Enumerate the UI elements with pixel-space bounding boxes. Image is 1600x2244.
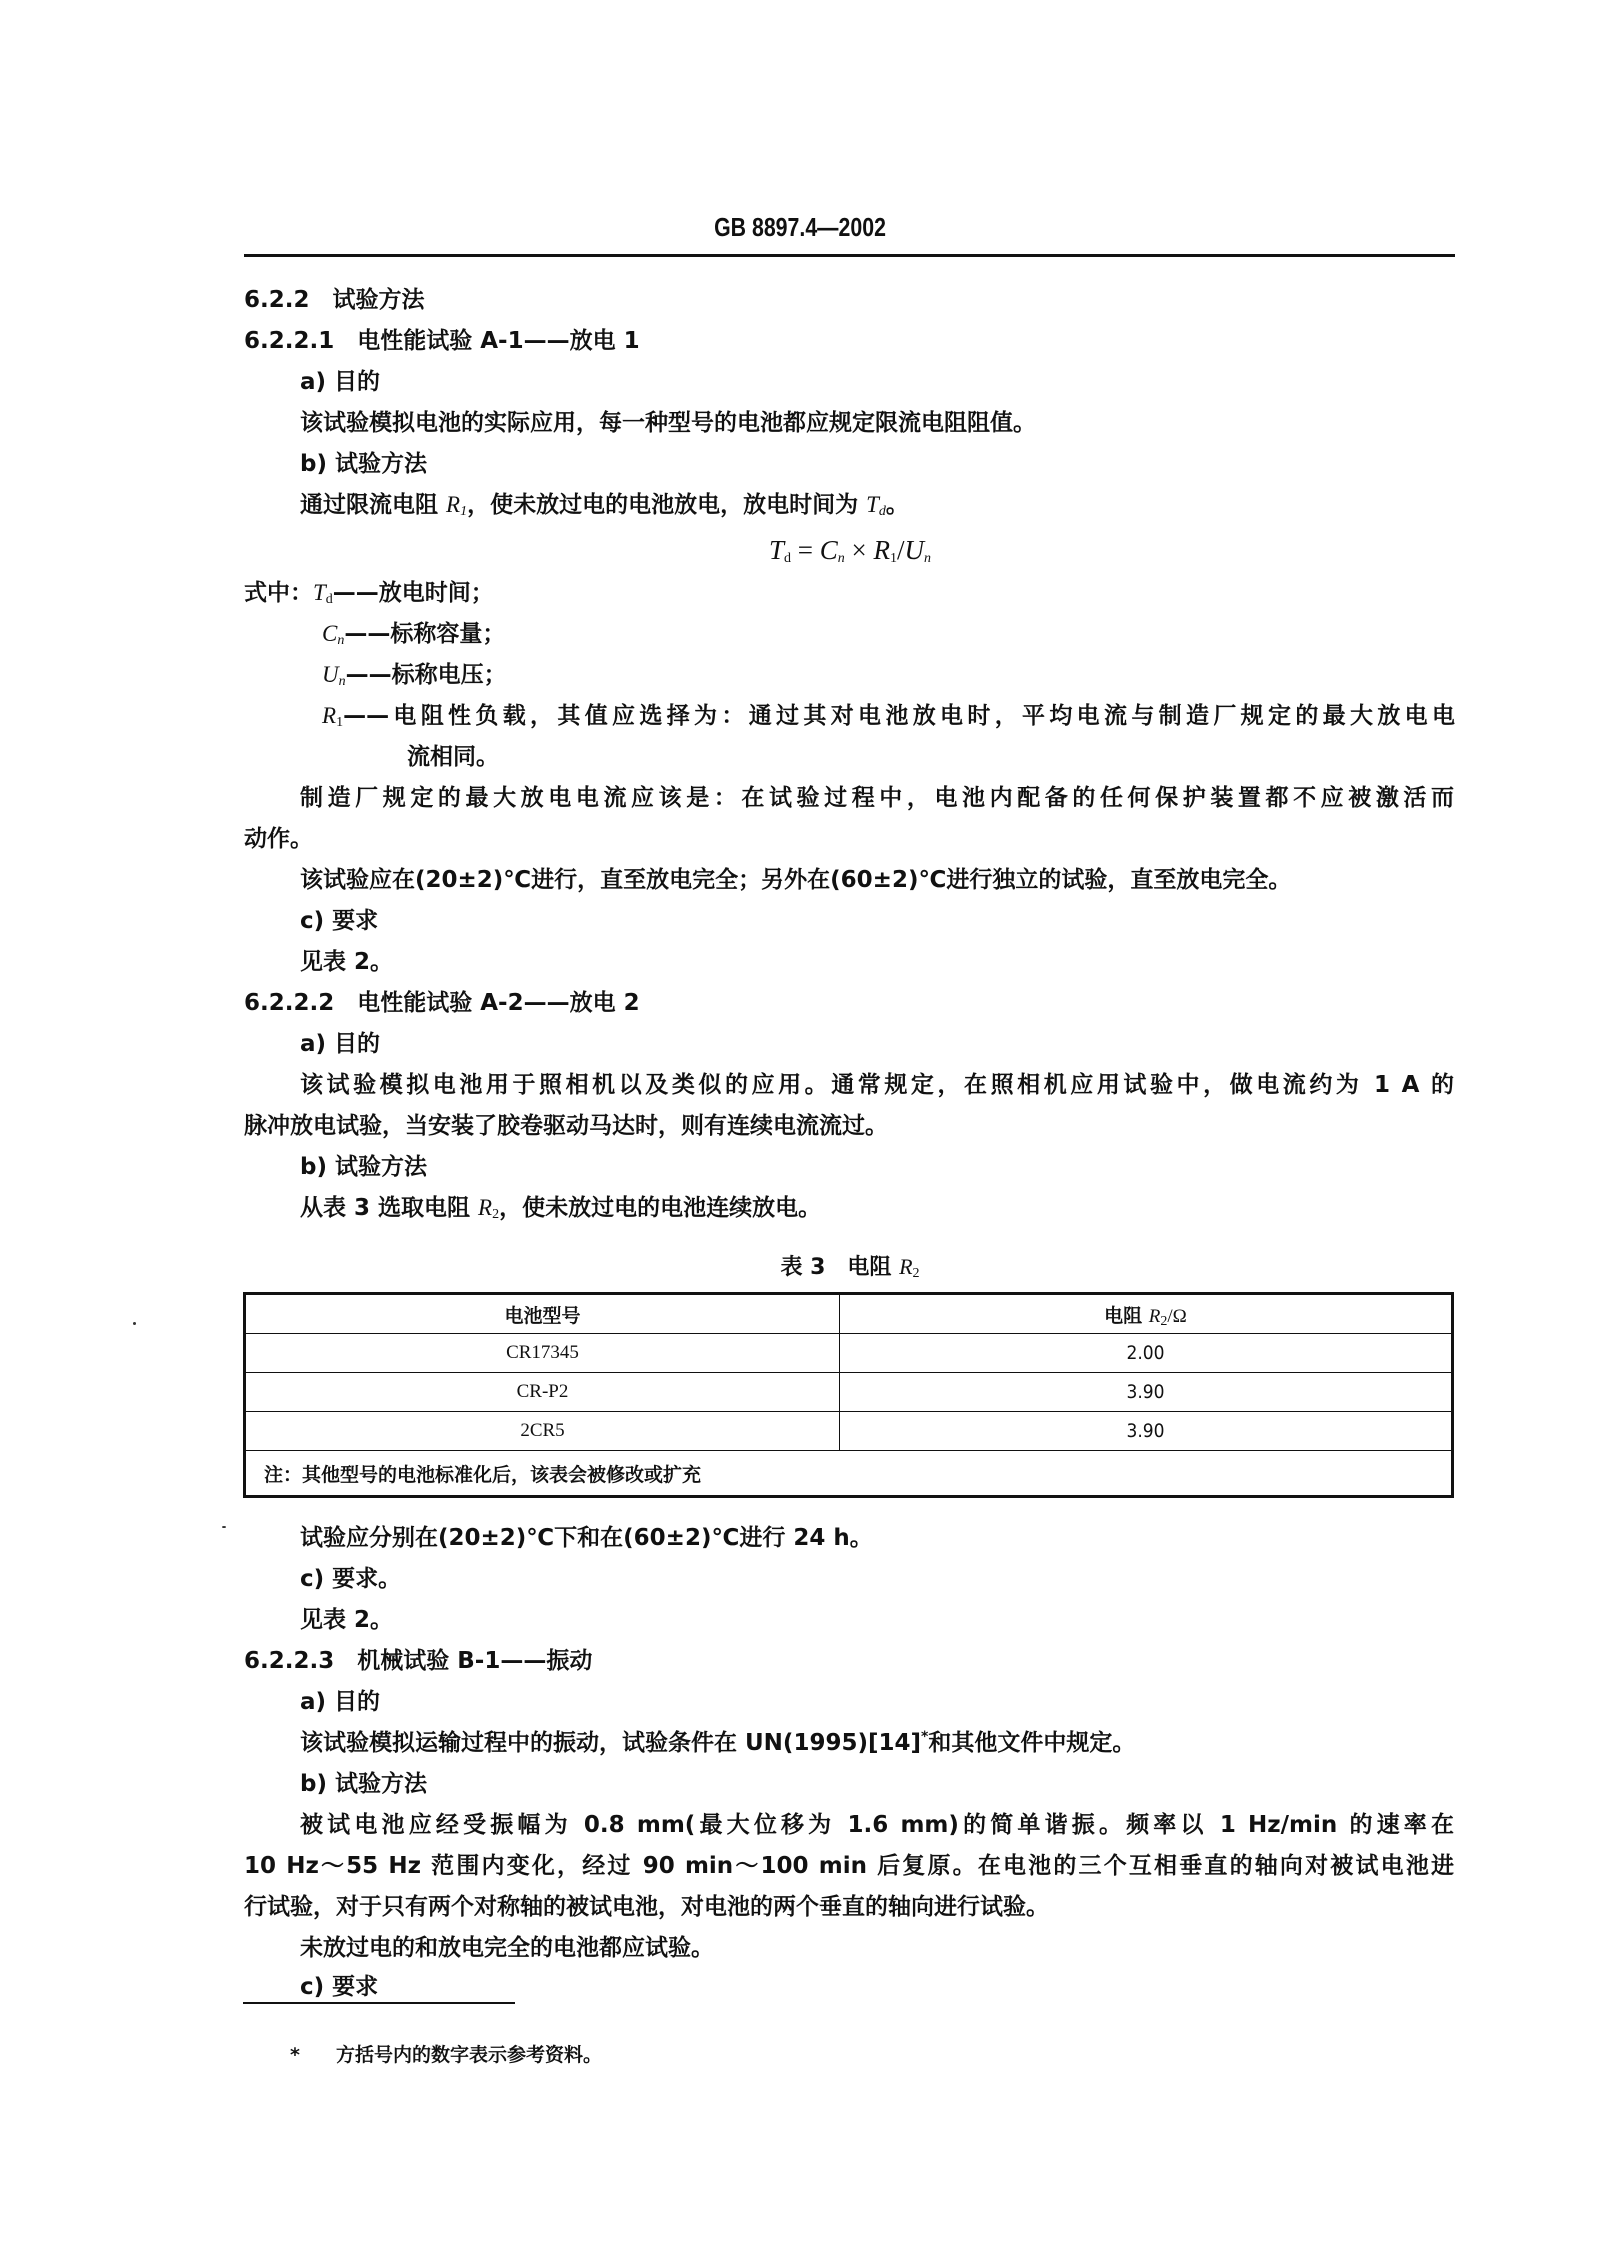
resistance-cell: 3.90 bbox=[840, 1373, 1453, 1412]
variable-r1: $R_1——$电阻性负载，其值应选择为：通过其对电池放电时，平均电流与制造厂规定的最大放电电 bbox=[322, 703, 1455, 730]
method-text: 从表 3 选取电阻 $R_2$，使未放过电的电池连续放电。 bbox=[300, 1195, 822, 1222]
method-label: b) 试验方法 bbox=[300, 1771, 427, 1797]
purpose-text: 该试验模拟电池用于照相机以及类似的应用。通常规定，在照相机应用试验中，做电流约为 1 A 的 bbox=[300, 1072, 1454, 1098]
vibration-method-text-cont: 10 Hz～55 Hz 范围内变化，经过 90 min～100 min 后复原。在电池的三个互相垂直的轴向对被试电池进 bbox=[244, 1853, 1454, 1879]
column-header-battery-type: 电池型号 bbox=[245, 1294, 840, 1334]
table-3-caption: 表 3 电阻 $R_2$ bbox=[780, 1254, 920, 1281]
header-divider bbox=[244, 254, 1455, 257]
table-note-row bbox=[245, 1451, 1453, 1497]
purpose-text: 该试验模拟电池的实际应用，每一种型号的电池都应规定限流电阻阻值。 bbox=[300, 410, 1036, 436]
variable-un: $U_n——$标称电压； bbox=[322, 662, 507, 689]
requirement-label: c) 要求 bbox=[300, 1974, 379, 2000]
column-header-resistance: 电阻 $R_2/\Omega$ bbox=[840, 1294, 1453, 1334]
table-row bbox=[245, 1334, 1453, 1373]
section-6-2-2-2-title: 6.2.2.2 电性能试验 A-2——放电 2 bbox=[244, 990, 640, 1016]
table-row bbox=[245, 1373, 1453, 1412]
method-label: b) 试验方法 bbox=[300, 1154, 427, 1180]
resistance-cell: 3.90 bbox=[840, 1412, 1453, 1451]
purpose-text-cont: 脉冲放电试验，当安装了胶卷驱动马达时，则有连续电流流过。 bbox=[244, 1113, 888, 1139]
scan-speck bbox=[222, 1526, 226, 1528]
section-heading: 电性能试验 A-1——放电 1 bbox=[357, 328, 640, 354]
variable-td: 式中：$T_d——$放电时间； bbox=[244, 580, 494, 607]
section-number: 6.2.2.1 bbox=[244, 328, 335, 354]
footnote-marker: * bbox=[921, 1729, 929, 1745]
footnote-asterisk: * bbox=[290, 2044, 300, 2066]
test-duration-text: 试验应分别在(20±2)℃下和在(60±2)℃进行 24 h。 bbox=[300, 1525, 873, 1551]
table-row bbox=[245, 1412, 1453, 1451]
variable-cn: $C_n——$标称容量； bbox=[322, 621, 506, 648]
vibration-method-text: 被试电池应经受振幅为 0.8 mm(最大位移为 1.6 mm)的简单谐振。频率以 1 Hz/min 的速率在 bbox=[300, 1812, 1454, 1838]
vibration-method-text-cont: 行试验，对于只有两个对称轴的被试电池，对电池的两个垂直的轴向进行试验。 bbox=[244, 1894, 1049, 1920]
standard-id-header: GB 8897.4—2002 bbox=[714, 212, 886, 242]
footnote bbox=[290, 2040, 602, 2067]
section-6-2-2-3-title: 6.2.2.3 机械试验 B-1——振动 bbox=[244, 1648, 593, 1674]
table-note: 注：其他型号的电池标准化后，该表会被修改或扩充 bbox=[245, 1451, 1453, 1497]
see-table-2-link: 见表 2。 bbox=[300, 1607, 394, 1633]
discharge-time-formula: $T_d = C_n \times R_1/U_n$ bbox=[768, 535, 932, 566]
temperature-text: 该试验应在(20±2)℃进行，直至放电完全；另外在(60±2)℃进行独立的试验，直至放电完全。 bbox=[300, 867, 1292, 893]
battery-model-cell: 2CR5 bbox=[245, 1412, 840, 1451]
symbol-td: $T_d$ bbox=[866, 492, 886, 519]
variable-r1-continuation: 流相同。 bbox=[407, 744, 499, 770]
footnote-divider bbox=[243, 2002, 515, 2004]
battery-model-cell: CR17345 bbox=[245, 1334, 840, 1373]
resistance-cell: 2.00 bbox=[840, 1334, 1453, 1373]
requirement-label: c) 要求 bbox=[300, 908, 379, 934]
footnote-text: 方括号内的数字表示参考资料。 bbox=[336, 2044, 603, 2066]
method-text: 通过限流电阻 $R_1$，使未放过电的电池放电，放电时间为 $T_d$。 bbox=[300, 492, 909, 519]
section-6-2-2-1-title bbox=[244, 326, 640, 356]
purpose-text: 该试验模拟运输过程中的振动，试验条件在 UN(1995)[14]*和其他文件中规定。 bbox=[300, 1729, 1136, 1756]
scan-speck bbox=[133, 1322, 136, 1325]
requirement-label: c) 要求。 bbox=[300, 1566, 402, 1592]
table-header-row bbox=[245, 1294, 1453, 1334]
vibration-method-text-cont: 未放过电的和放电完全的电池都应试验。 bbox=[300, 1935, 714, 1961]
resistance-table bbox=[243, 1292, 1454, 1498]
battery-model-cell: CR-P2 bbox=[245, 1373, 840, 1412]
manufacturer-current-text: 制造厂规定的最大放电电流应该是：在试验过程中，电池内配备的任何保护装置都不应被激活而 bbox=[300, 785, 1454, 811]
symbol-r1: $R_1$ bbox=[446, 492, 468, 519]
manufacturer-current-text-cont: 动作。 bbox=[244, 826, 313, 852]
purpose-label: a) 目的 bbox=[300, 369, 381, 395]
see-table-2-link: 见表 2。 bbox=[300, 949, 394, 975]
method-label: b) 试验方法 bbox=[300, 451, 427, 477]
section-6-2-2-title: 6.2.2 试验方法 bbox=[244, 287, 425, 313]
purpose-label: a) 目的 bbox=[300, 1689, 381, 1715]
purpose-label: a) 目的 bbox=[300, 1031, 381, 1057]
